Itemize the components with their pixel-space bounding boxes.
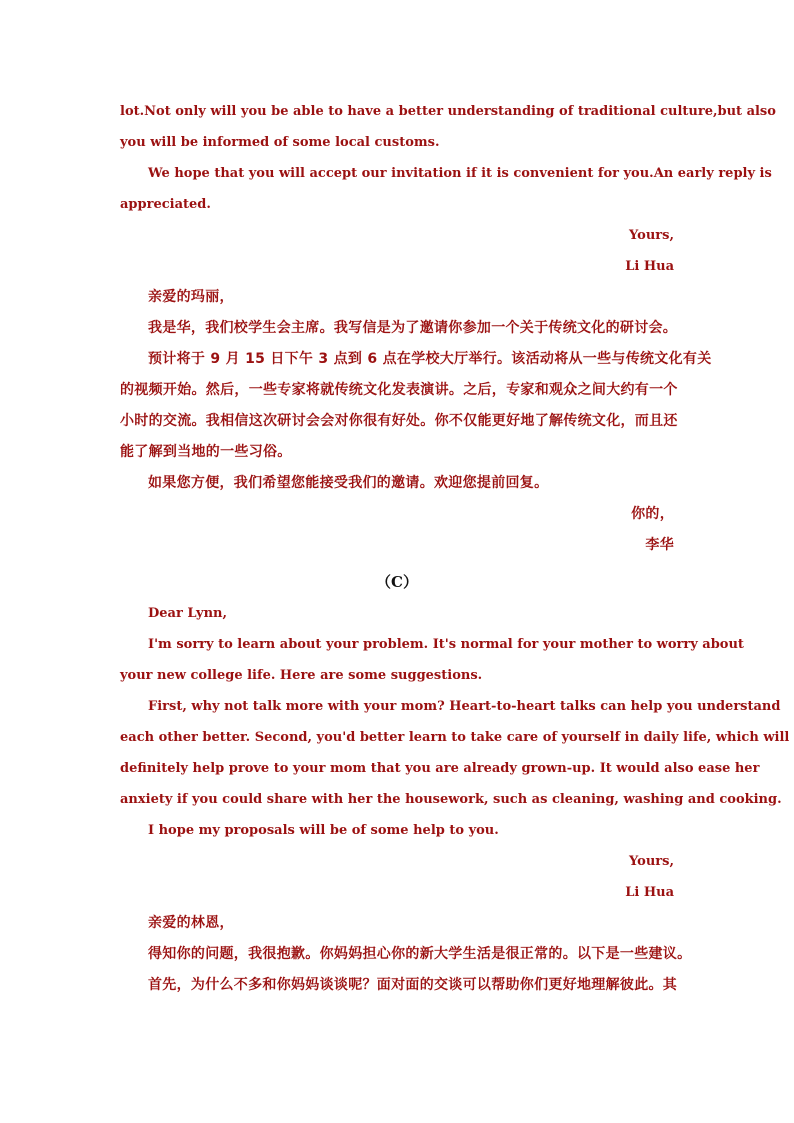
paragraph-line: each other better. Second, you'd better learn to take care of yourself in daily life, which will <box>120 730 790 745</box>
document-page <box>120 96 790 1001</box>
paragraph-line: I hope my proposals will be of some help to you. <box>148 823 499 838</box>
section-heading: （C） <box>376 573 418 591</box>
paragraph-line: anxiety if you could share with her the housework, such as cleaning, washing and cooking. <box>120 792 782 807</box>
letter-signature: Li Hua <box>625 885 674 900</box>
paragraph-line: I'm sorry to learn about your problem. It's normal for your mother to worry about <box>148 637 744 652</box>
paragraph-line: definitely help prove to your mom that you are already grown-up. It would also ease her <box>120 761 760 776</box>
letter-signoff: Yours, <box>629 228 674 243</box>
letter-signoff: 你的， <box>631 506 674 522</box>
section-c-chinese <box>120 908 692 1001</box>
paragraph-line: 如果您方便，我们希望您能接受我们的邀请。欢迎您提前回复。 <box>148 475 549 491</box>
paragraph-line: 的视频开始。然后，一些专家将就传统文化发表演讲。之后，专家和观众之间大约有一个 <box>120 382 678 398</box>
paragraph-line: lot.Not only will you be able to have a better understanding of traditional culture,but also <box>120 104 776 119</box>
paragraph-line: 能了解到当地的一些习俗。 <box>120 444 292 460</box>
letter-signature: Li Hua <box>625 259 674 274</box>
section-c-english <box>120 598 790 908</box>
letter-greeting: 亲爱的玛丽， <box>148 289 234 305</box>
paragraph-line: 得知你的问题，我很抱歉。你妈妈担心你的新大学生活是很正常的。以下是一些建议。 <box>148 946 692 962</box>
letter-signature: 李华 <box>645 537 674 553</box>
letter-greeting: 亲爱的林恩， <box>148 915 234 931</box>
paragraph-line: 小时的交流。我相信这次研讨会会对你很有好处。你不仅能更好地了解传统文化，而且还 <box>120 413 678 429</box>
section-b-english <box>120 96 776 282</box>
paragraph-line: 我是华，我们校学生会主席。我写信是为了邀请你参加一个关于传统文化的研讨会。 <box>148 320 678 336</box>
paragraph-line: your new college life. Here are some suggestions. <box>120 668 483 683</box>
paragraph-line: We hope that you will accept our invitation if it is convenient for you.An early reply is <box>148 166 772 181</box>
paragraph-line: 首先，为什么不多和你妈妈谈谈呢？面对面的交谈可以帮助你们更好地理解彼此。其 <box>148 977 678 993</box>
paragraph-line: 预计将于 9 月 15 日下午 3 点到 6 点在学校大厅举行。该活动将从一些与传统文化有关 <box>148 351 712 367</box>
section-b-chinese <box>120 282 712 561</box>
letter-greeting: Dear Lynn, <box>148 606 228 621</box>
paragraph-line: First, why not talk more with your mom? Heart-to-heart talks can help you understand <box>148 699 781 714</box>
paragraph-line: appreciated. <box>120 197 211 212</box>
letter-signoff: Yours, <box>629 854 674 869</box>
paragraph-line: you will be informed of some local customs. <box>120 135 440 150</box>
